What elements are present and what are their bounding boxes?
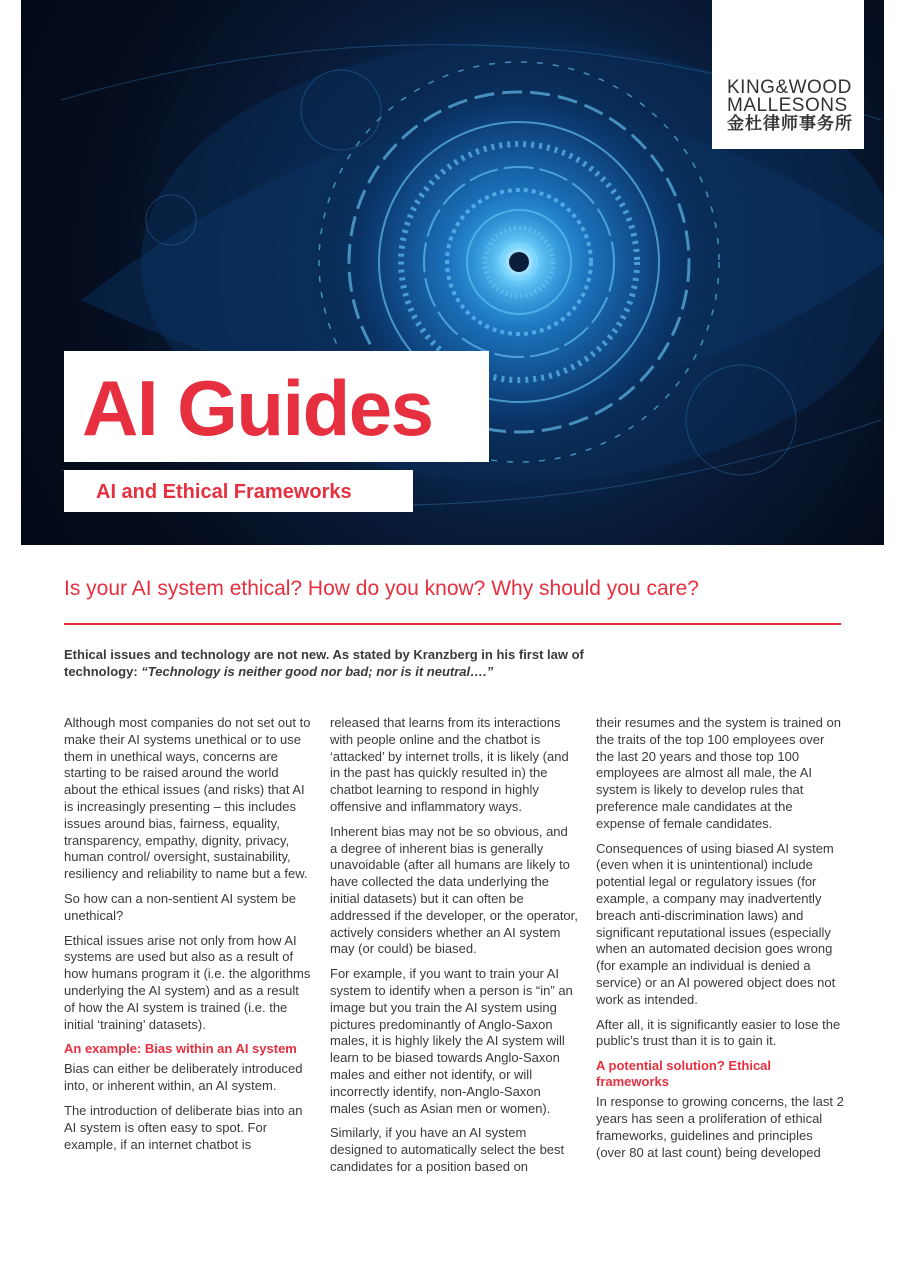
subtitle-box: [64, 470, 413, 512]
paragraph: So how can a non-sentient AI system be unethical?: [64, 890, 296, 923]
lead-question: Is your AI system ethical? How do you know? Why should you care?: [64, 577, 699, 600]
paragraph: In response to growing concerns, the last 2 years has seen a proliferation of ethical frameworks, guidelines and principles (over 80 at last count) being developed: [596, 1094, 844, 1160]
page-subtitle: AI and Ethical Frameworks: [96, 481, 352, 503]
intro-text: Ethical issues and technology are not new. As stated by Kranzberg in his first law of technology:: [64, 647, 584, 679]
text-column-2: [330, 715, 578, 1184]
text-column-1: [64, 715, 312, 1161]
paragraph: their resumes and the system is trained on the traits of the top 100 employees over the last 20 years and those top 100 employees are almost all male, the AI system is likely to develop rules that preference male candidates at the expense of female candidates.: [596, 715, 841, 831]
title-box: [64, 351, 489, 462]
page-title: AI Guides: [82, 364, 433, 452]
section-heading: An example: Bias within an AI system: [64, 1041, 297, 1057]
text-column-3: [596, 715, 844, 1169]
paragraph: Ethical issues arise not only from how AI systems are used but also as a result of how humans program it (i.e. the algorithms underlying the AI system) and as a result of how the AI system is trained (i.e. the initial ‘training’ datasets).: [64, 932, 311, 1032]
paragraph: Similarly, if you have an AI system designed to automatically select the best candidates for a position based on: [330, 1125, 565, 1174]
divider-rule: [64, 623, 841, 625]
paragraph: Inherent bias may not be so obvious, and a degree of inherent bias is generally unavoidable (after all humans are likely to have collected the data underlying the initial datasets) but it can often be addressed if the developer, or the operator, actively considers whether an AI system may (or could) be biased.: [330, 823, 578, 957]
logo-text-chinese: 金杜律师事务所: [727, 114, 853, 134]
hero-image: [21, 0, 884, 545]
intro-paragraph: [64, 646, 624, 680]
paragraph: Bias can either be deliberately introduced into, or inherent within, an AI system.: [64, 1061, 303, 1094]
intro-quote: “Technology is neither good nor bad; nor is it neutral….”: [141, 664, 494, 679]
logo-text-line1: KING&WOOD: [727, 77, 852, 98]
paragraph: released that learns from its interactions with people online and the chatbot is ‘attacked’ by internet trolls, it is likely (and in the past has quickly resulted in) the chatbot learning to respond in highly offensive and inflammatory ways.: [330, 715, 569, 814]
paragraph: Consequences of using biased AI system (even when it is unintentional) include potential legal or regulatory issues (for example, a company may inadvertently breach anti-discrimination laws) and significant reputational issues (especially when an automated decision goes wrong (for example an individual is denied a service) or an AI powered object does not work as intended.: [596, 840, 836, 1007]
logo-text-line2: MALLESONS: [727, 95, 848, 116]
section-heading: A potential solution? Ethical frameworks: [596, 1058, 772, 1090]
paragraph: For example, if you want to train your AI system to identify when a person is “in” an image but you train the AI system using pictures predominantly of Anglo-Saxon males, it is highly likely the AI system will learn to be biased towards Anglo-Saxon males and either not identify, or will incorrectly identify, non-Anglo-Saxon males (such as Asian men or women).: [330, 966, 573, 1116]
paragraph: Although most companies do not set out to make their AI systems unethical or to use them in unethical ways, concerns are starting to be raised around the world about the ethical issues (and risks) that AI is increasingly presenting – this includes issues around bias, fairness, equality, transparency, empathy, dignity, privacy, human control/ oversight, sustainability, resiliency and reliability to name but a few.: [64, 715, 311, 882]
paragraph: After all, it is significantly easier to lose the public’s trust than it is to gain it.: [596, 1016, 841, 1049]
paragraph: The introduction of deliberate bias into an AI system is often easy to spot. For example, if an internet chatbot is: [64, 1102, 303, 1152]
company-logo: [712, 0, 864, 149]
